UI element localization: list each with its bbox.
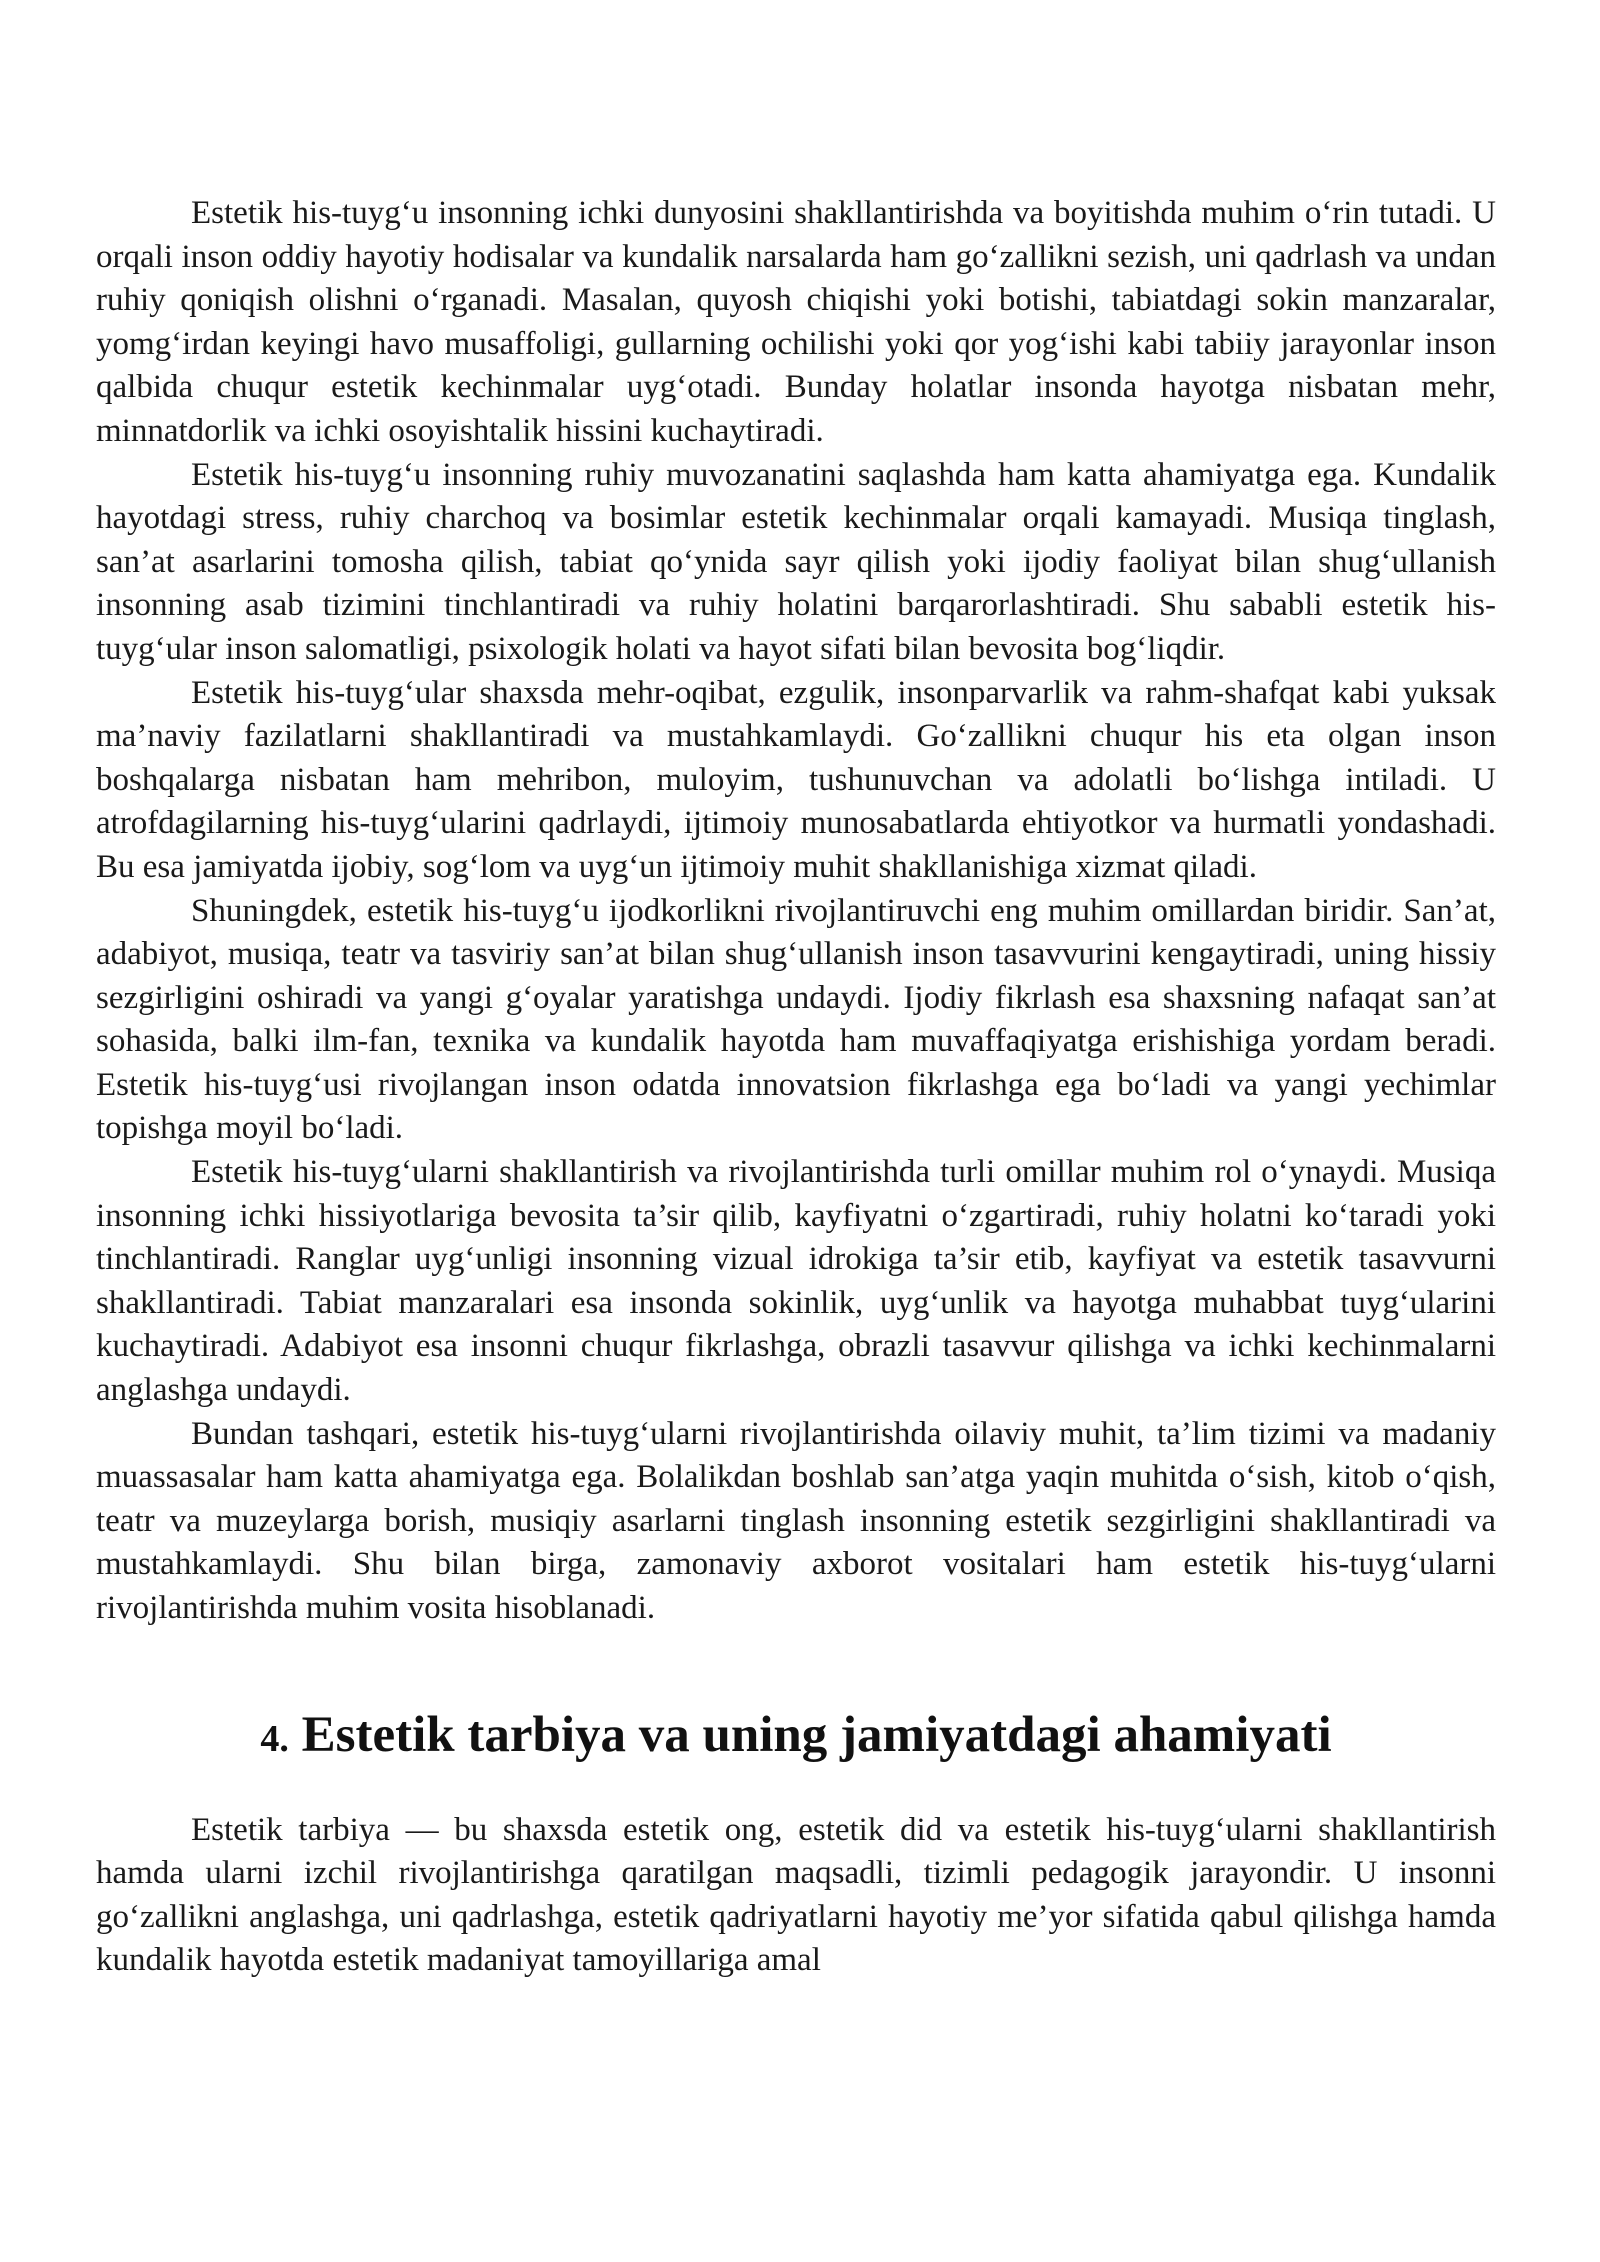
- paragraph-2: Estetik his-tuyg‘u insonning ruhiy muvozanatini saqlashda ham katta ahamiyatga ega. Kundalik hayotdagi stress, ruhiy charchoq va bosimlar estetik kechinmalar orqali kamayadi. Musiqa tinglash, san’at asarlarini tomosha qilish, tabiat qo‘ynida sayr qilish yoki ijodiy faoliyat bilan shug‘ullanish insonning asab tizimini tinchlantiradi va ruhiy holatini barqarorlashtiradi. Shu sababli estetik his-tuyg‘ular inson salomatligi, psixologik holati va hayot sifati bilan bevosita bog‘liqdir.: [96, 456, 1496, 667]
- paragraph-1: Estetik his-tuyg‘u insonning ichki dunyosini shakllantirishda va boyitishda muhim o‘rin tutadi. U orqali inson oddiy hayotiy hodisalar va kundalik narsalarda ham go‘zallikni sezish, uni qadrlash va undan ruhiy qoniqish olishni o‘rganadi. Masalan, quyosh chiqishi yoki botishi, tabiatdagi sokin manzaralar, yomg‘irdan keyingi havo musaffoligi, gullarning ochilishi yoki qor yog‘ishi kabi tabiiy jarayonlar inson qalbida chuqur estetik kechinmalar uyg‘otadi. Bunday holatlar insonda hayotga nisbatan mehr, minnatdorlik va ichki osoyishtalik hissini kuchaytiradi.: [96, 195, 1496, 449]
- paragraph-4: Shuningdek, estetik his-tuyg‘u ijodkorlikni rivojlantiruvchi eng muhim omillardan biridir. San’at, adabiyot, musiqa, teatr va tasviriy san’at bilan shug‘ullanish inson tasavvurini kengaytiradi, uning hissiy sezgirligini oshiradi va yangi g‘oyalar yaratishga undaydi. Ijodiy fikrlash esa shaxsning nafaqat san’at sohasida, balki ilm-fan, texnika va kundalik hayotda ham muvaffaqiyatga erishishiga yordam beradi. Estetik his-tuyg‘usi rivojlangan inson odatda innovatsion fikrlashga ega bo‘ladi va yangi yechimlar topishga moyil bo‘ladi.: [96, 892, 1496, 1147]
- section-title: Estetik tarbiya va uning jamiyatdagi ahamiyati: [301, 1706, 1332, 1763]
- paragraph-6: Bundan tashqari, estetik his-tuyg‘ularni rivojlantirishda oilaviy muhit, ta’lim tizimi va madaniy muassasalar ham katta ahamiyatga ega. Bolalikdan boshlab san’atga yaqin muhitda o‘sish, kitob o‘qish, teatr va muzeylarga borish, musiqiy asarlarni tinglash insonning estetik sezgirligini shakllantiradi va mustahkamlaydi. Shu bilan birga, zamonaviy axborot vositalari ham estetik his-tuyg‘ularni rivojlantirishda muhim vosita hisoblanadi.: [96, 1415, 1496, 1626]
- paragraph-7: Estetik tarbiya — bu shaxsda estetik ong, estetik did va estetik his-tuyg‘ularni shakllantirish hamda ularni izchil rivojlantirishga qaratilgan maqsadli, tizimli pedagogik jarayondir. U insonni go‘zallikni anglashga, uni qadrlashga, estetik qadriyatlarni hayotiy me’yor sifatida qabul qilishga hamda kundalik hayotda estetik madaniyat tamoyillariga amal: [96, 1811, 1496, 1979]
- paragraph-3: Estetik his-tuyg‘ular shaxsda mehr-oqibat, ezgulik, insonparvarlik va rahm-shafqat kabi yuksak ma’naviy fazilatlarni shakllantiradi va mustahkamlaydi. Go‘zallikni chuqur his eta olgan inson boshqalarga nisbatan ham mehribon, muloyim, tushunuvchan va adolatli bo‘lishga intiladi. U atrofdagilarning his-tuyg‘ularini qadrlaydi, ijtimoiy munosabatlarda ehtiyotkor va hurmatli yondashadi. Bu esa jamiyatda ijobiy, sog‘lom va uyg‘un ijtimoiy muhit shakllanishiga xizmat qiladi.: [96, 674, 1496, 885]
- section-number: 4.: [260, 1717, 289, 1760]
- section-heading: [96, 1705, 1496, 1769]
- document-page: [96, 192, 1496, 1983]
- paragraph-5: Estetik his-tuyg‘ularni shakllantirish va rivojlantirishda turli omillar muhim rol o‘ynaydi. Musiqa insonning ichki hissiyotlariga bevosita ta’sir qilib, kayfiyatni o‘zgartiradi, ruhiy holatni ko‘taradi yoki tinchlantiradi. Ranglar uyg‘unligi insonning vizual idrokiga ta’sir etib, kayfiyat va estetik tasavvurni shakllantiradi. Tabiat manzaralari esa insonda sokinlik, uyg‘unlik va hayotga muhabbat tuyg‘ularini kuchaytiradi. Adabiyot esa insonni chuqur fikrlashga, obrazli tasavvur qilishga va ichki kechinmalarni anglashga undaydi.: [96, 1154, 1496, 1409]
